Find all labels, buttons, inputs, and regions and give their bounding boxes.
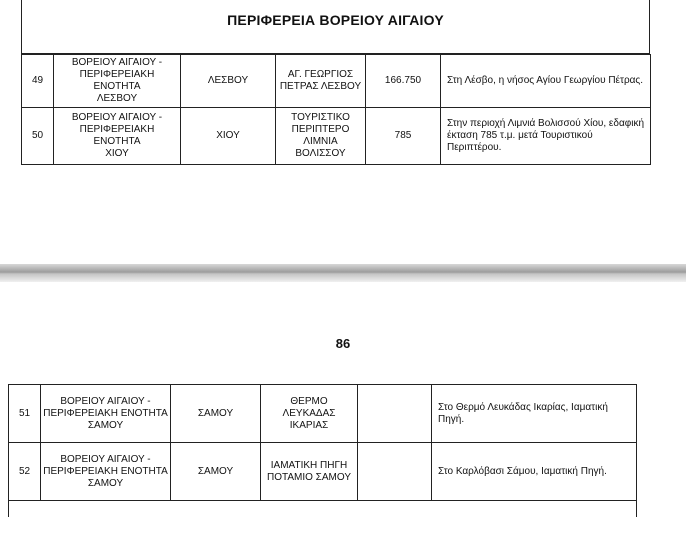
region-cell [41, 443, 171, 501]
cell-text-line: έκταση 785 τ.μ. μετά Τουριστικού Περιπτέρου. [447, 130, 593, 153]
table-row [9, 385, 637, 443]
cell-text-line: ΒΟΡΕΙΟΥ ΑΙΓΑΙΟΥ - [71, 112, 163, 123]
location-cell [261, 385, 358, 443]
properties-table-bottom [8, 384, 637, 517]
document-page-top [0, 0, 686, 264]
cell-text-line: ΘΕΡΜΟ ΛΕΥΚΑΔΑΣ [282, 395, 336, 419]
cell-text-line: ΒΟΛΙΣΣΟΥ [295, 148, 346, 159]
cell-text-line: ΧΙΟΥ [105, 148, 129, 159]
description-cell [432, 443, 637, 501]
page-separator [0, 264, 686, 282]
continued-cell [9, 501, 637, 517]
cell-text-line: ΠΕΡΙΦΕΡΕΙΑΚΗ ΕΝΟΤΗΤΑ [79, 69, 155, 92]
cell-text-line: ΒΟΡΕΙΟΥ ΑΙΓΑΙΟΥ - [60, 453, 151, 465]
cell-text-line: ΒΟΡΕΙΟΥ ΑΙΓΑΙΟΥ - [60, 395, 151, 407]
row-number: 50 [22, 108, 54, 165]
table-row [22, 108, 651, 165]
area-cell [358, 385, 432, 443]
table-row [22, 55, 651, 108]
cell-text-line: ΛΕΣΒΟΥ [96, 93, 138, 104]
area-cell: 785 [366, 108, 441, 165]
region-cell [54, 108, 181, 165]
description-cell [441, 108, 651, 165]
unit-cell: ΛΕΣΒΟΥ [181, 55, 276, 108]
cell-text-line: ΒΟΡΕΙΟΥ ΑΙΓΑΙΟΥ - [71, 57, 163, 68]
row-number: 49 [22, 55, 54, 108]
properties-table-top [21, 54, 651, 165]
cell-text-line: Στη Λέσβο, η νήσος Αγίου Γεωργίου Πέτρας. [447, 75, 644, 86]
document-page-bottom [0, 282, 686, 534]
cell-text-line: ΠΕΡΙΦΕΡΕΙΑΚΗ ΕΝΟΤΗΤΑ [43, 465, 168, 477]
page-number: 86 [335, 336, 351, 351]
cell-text-line: ΠΕΡΙΠΤΕΡΟ ΛΙΜΝΙΑ [291, 124, 350, 147]
location-cell [276, 108, 366, 165]
cell-text-line: ΠΕΡΙΦΕΡΕΙΑΚΗ ΕΝΟΤΗΤΑ [79, 124, 155, 147]
location-cell [276, 55, 366, 108]
cell-text-line: Στην περιοχή Λιμνιά Βολισσού Χίου, εδαφική [447, 118, 645, 129]
cell-text-line: ΠΕΡΙΦΕΡΕΙΑΚΗ ΕΝΟΤΗΤΑ [43, 407, 168, 419]
cell-text-line: ΣΑΜΟΥ [87, 419, 124, 431]
region-title: ΠΕΡΙΦΕΡΕΙΑ ΒΟΡΕΙΟΥ ΑΙΓΑΙΟΥ [227, 12, 444, 28]
region-header-box [21, 0, 650, 54]
cell-text-line: ΣΑΜΟΥ [87, 477, 124, 489]
area-cell: 166.750 [366, 55, 441, 108]
description-cell [432, 385, 637, 443]
unit-cell: ΣΑΜΟΥ [171, 385, 261, 443]
table-row [9, 443, 637, 501]
table-row-continued [9, 501, 637, 517]
location-cell [261, 443, 358, 501]
unit-cell: ΧΙΟΥ [181, 108, 276, 165]
row-number: 51 [9, 385, 41, 443]
area-cell [358, 443, 432, 501]
cell-text-line: Στο Θερμό Λευκάδας Ικαρίας, Ιαματική Πηγή. [438, 401, 608, 425]
cell-text-line: ΑΓ. ΓΕΩΡΓΙΟΣ [287, 69, 354, 80]
cell-text-line: Στο Καρλόβασι Σάμου, Ιαματική Πηγή. [438, 465, 607, 477]
region-cell [41, 385, 171, 443]
description-cell [441, 55, 651, 108]
region-cell [54, 55, 181, 108]
cell-text-line: ΠΟΤΑΜΙΟ ΣΑΜΟΥ [266, 471, 351, 483]
cell-text-line: ΠΕΤΡΑΣ ΛΕΣΒΟΥ [279, 81, 362, 92]
cell-text-line: ΙΑΜΑΤΙΚΗ ΠΗΓΗ [270, 459, 348, 471]
row-number: 52 [9, 443, 41, 501]
cell-text-line: ΤΟΥΡΙΣΤΙΚΟ [291, 112, 350, 123]
unit-cell: ΣΑΜΟΥ [171, 443, 261, 501]
cell-text-line: ΙΚΑΡΙΑΣ [289, 419, 329, 431]
